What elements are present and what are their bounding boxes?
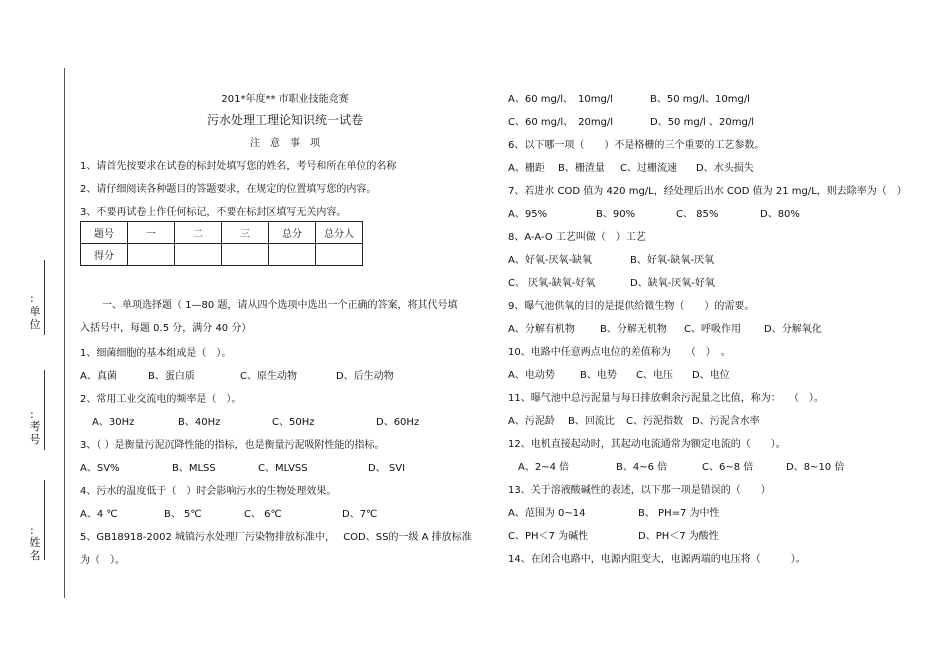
contest-title: 201*年度** 市职业技能竞赛 — [221, 94, 349, 105]
option-c[interactable]: C、过栅流速 — [620, 163, 677, 174]
question-12: 12、电机直接起动时，其起动电流通常为额定电流的（ ）。 — [508, 439, 786, 450]
score-header-cell: 一 — [128, 222, 175, 244]
option-a[interactable]: A、4 ℃ — [80, 509, 118, 520]
question-5: 5、GB18918-2002 城镇污水处理厂污染物排放标准中， COD、SS的一级 A 排放标准 — [80, 532, 472, 543]
question-8-options-cd — [508, 277, 715, 291]
question-11: 11、曝气池中总污泥量与每日排放剩余污泥量之比值，称为： （ ）。 — [508, 393, 824, 404]
question-11-options — [508, 415, 760, 429]
question-7: 7、若进水 COD 值为 420 mg/L，经处理后出水 COD 值为 21 mg/L，则去除率为（ ） — [508, 186, 907, 197]
option-d[interactable]: D、缺氧-厌氧-好氧 — [630, 278, 715, 289]
question-5-options-ab — [508, 93, 750, 107]
question-8-options-ab — [508, 254, 714, 268]
option-d[interactable]: D、后生动物 — [336, 371, 394, 382]
option-a[interactable]: A、污泥龄 — [508, 416, 555, 427]
question-2: 2、常用工业交流电的频率是（ ）。 — [80, 394, 242, 405]
option-c[interactable]: C、 厌氧-缺氧-好氧 — [508, 278, 596, 289]
option-a[interactable]: A、栅距 — [508, 163, 545, 174]
option-b[interactable]: B、回流比 — [568, 416, 615, 427]
question-5-options-cd — [508, 116, 754, 130]
option-b[interactable]: B、好氧-缺氧-厌氧 — [630, 255, 715, 266]
option-d[interactable]: D、7℃ — [342, 509, 378, 520]
option-c[interactable]: C、60 mg/l、 20mg/l — [508, 117, 614, 128]
question-3-options — [80, 462, 405, 476]
option-b[interactable]: B、MLSS — [172, 463, 216, 474]
score-header-cell: 二 — [175, 222, 222, 244]
option-d[interactable]: D、水头损失 — [696, 163, 754, 174]
option-b[interactable]: B、 5℃ — [164, 509, 202, 520]
exam-no-fill-line[interactable] — [44, 370, 45, 450]
binding-line — [64, 68, 65, 598]
option-b[interactable]: B、4~6 倍 — [616, 462, 668, 473]
section1-instructions-cont: 入括号中，每题 0.5 分，满分 40 分） — [80, 323, 252, 334]
option-c[interactable]: C、6~8 倍 — [702, 462, 754, 473]
score-cell[interactable] — [222, 244, 269, 266]
option-a[interactable]: A、范围为 0~14 — [508, 508, 586, 519]
option-d[interactable]: D、50 mg/l 、20mg/l — [650, 117, 754, 128]
option-d[interactable]: D、 SVI — [368, 463, 406, 474]
option-b[interactable]: B、40Hz — [178, 417, 221, 428]
score-header-row — [81, 222, 363, 244]
option-a[interactable]: A、真菌 — [80, 371, 117, 382]
option-c[interactable]: C、 85% — [676, 209, 719, 220]
option-c[interactable]: C、污泥指数 — [626, 416, 683, 427]
option-c[interactable]: C、原生动物 — [240, 371, 297, 382]
notice-2: 2、请仔细阅读各种题目的答题要求，在规定的位置填写您的内容。 — [80, 184, 377, 195]
option-d[interactable]: D、80% — [760, 209, 800, 220]
option-b[interactable]: B、90% — [596, 209, 636, 220]
question-12-options — [518, 461, 844, 475]
option-a[interactable]: A、60 mg/l、 10mg/l — [508, 94, 613, 105]
exam-no-label: 考号 — [29, 420, 41, 446]
option-a[interactable]: A、分解有机物 — [508, 324, 575, 335]
score-header-cell: 题号 — [81, 222, 128, 244]
question-2-options — [92, 416, 419, 430]
score-table — [80, 221, 363, 266]
option-c[interactable]: C、 6℃ — [244, 509, 282, 520]
score-header-cell: 总分 — [269, 222, 316, 244]
unit-label: 单位 — [29, 305, 41, 331]
option-a[interactable]: A、好氧-厌氧-缺氧 — [508, 255, 593, 266]
unit-fill-line[interactable] — [44, 260, 45, 335]
option-a[interactable]: A、电动势 — [508, 370, 555, 381]
question-3: 3、（ ）是衡量污泥沉降性能的指标，也是衡量污泥吸附性能的指标。 — [80, 440, 385, 451]
question-4-options — [80, 508, 377, 522]
option-a[interactable]: A、95% — [508, 209, 548, 220]
option-d[interactable]: D、分解氧化 — [764, 324, 822, 335]
score-row-label: 得分 — [81, 244, 128, 266]
question-14: 14、在闭合电路中，电源内阻变大，电源两端的电压将（ ）。 — [508, 554, 806, 565]
option-c[interactable]: C、呼吸作用 — [684, 324, 741, 335]
question-4: 4、污水的温度低于（ ）时会影响污水的生物处理效果。 — [80, 486, 337, 497]
option-b[interactable]: B、电势 — [580, 370, 617, 381]
notice-title: 注 意 事 项 — [250, 138, 320, 149]
score-value-row — [81, 244, 363, 266]
question-9-options — [508, 323, 822, 337]
option-d[interactable]: D、PH＜7 为酸性 — [638, 531, 719, 542]
name-fill-line[interactable] — [44, 480, 45, 560]
score-header-cell: 总分人 — [316, 222, 363, 244]
question-7-options — [508, 208, 800, 222]
score-cell[interactable] — [128, 244, 175, 266]
question-6: 6、以下哪一项（ ）不是格栅的三个重要的工艺参数。 — [508, 140, 765, 151]
option-a[interactable]: A、2~4 倍 — [518, 462, 570, 473]
question-9: 9、曝气池供氧的目的是提供给微生物（ ）的需要。 — [508, 301, 755, 312]
option-d[interactable]: D、污泥含水率 — [692, 416, 760, 427]
option-c[interactable]: C、50Hz — [272, 417, 315, 428]
option-c[interactable]: C、电压 — [636, 370, 673, 381]
option-b[interactable]: B、栅渣量 — [558, 163, 605, 174]
question-8: 8、A-A-O 工艺叫做（ ）工艺 — [508, 232, 646, 243]
option-a[interactable]: A、30Hz — [92, 417, 135, 428]
unit-colon: : — [30, 292, 34, 305]
question-10: 10、电路中任意两点电位的差值称为 （ ） 。 — [508, 347, 731, 358]
question-5-cont: 为（ ）。 — [80, 555, 125, 566]
question-13-options-ab — [508, 507, 720, 521]
notice-3: 3、不要再试卷上作任何标记，不要在标封区填写无关内容。 — [80, 207, 347, 218]
option-c[interactable]: C、MLVSS — [258, 463, 308, 474]
section1-instructions: 一、单项选择题（ 1—80 题，请从四个选项中选出一个正确的答案，将其代号填 — [102, 300, 458, 311]
question-1-options — [80, 370, 394, 384]
option-b[interactable]: B、50 mg/l、10mg/l — [650, 94, 750, 105]
option-d[interactable]: D、电位 — [692, 370, 730, 381]
exam-title: 污水处理工理论知识统一试卷 — [206, 113, 363, 127]
score-cell[interactable] — [175, 244, 222, 266]
exam-no-colon: : — [30, 408, 34, 421]
question-13-options-cd — [508, 530, 719, 544]
question-10-options — [508, 369, 730, 383]
notice-1: 1、请首先按要求在试卷的标封处填写您的姓名，考号和所在单位的名称 — [80, 161, 397, 172]
question-6-options — [508, 162, 754, 176]
name-label: 姓名 — [29, 536, 41, 562]
score-header-cell: 三 — [222, 222, 269, 244]
option-d[interactable]: D、60Hz — [376, 417, 420, 428]
option-a[interactable]: A、SV% — [80, 463, 120, 474]
option-b[interactable]: B、 PH=7 为中性 — [638, 508, 720, 519]
question-13: 13、关于溶液酸碱性的表述，以下那一项是错误的（ ） — [508, 485, 771, 496]
option-c[interactable]: C、PH＜7 为碱性 — [508, 531, 589, 542]
option-b[interactable]: B、分解无机物 — [600, 324, 667, 335]
option-d[interactable]: D、8~10 倍 — [786, 462, 845, 473]
score-cell[interactable] — [269, 244, 316, 266]
score-cell[interactable] — [316, 244, 363, 266]
question-1: 1、细菌细胞的基本组成是（ ）。 — [80, 348, 232, 359]
name-colon: : — [30, 524, 34, 537]
option-b[interactable]: B、蛋白质 — [148, 371, 195, 382]
